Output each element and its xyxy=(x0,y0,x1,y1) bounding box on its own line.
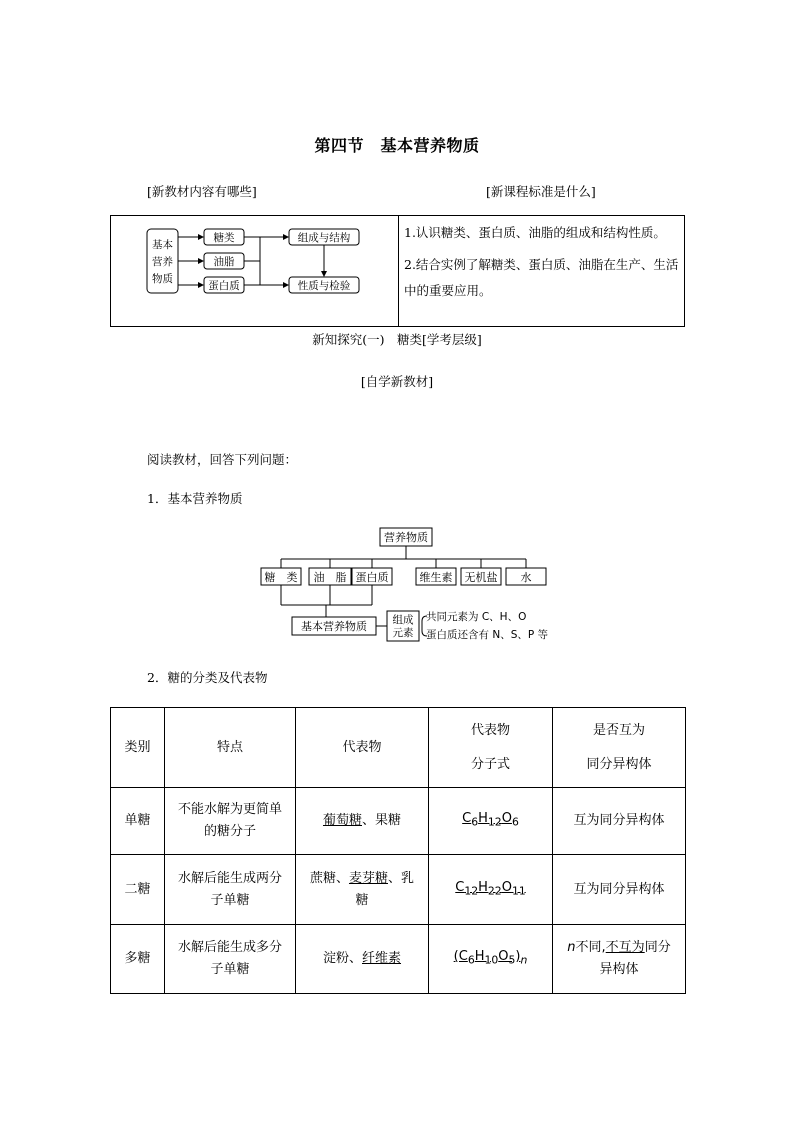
cell-category: 二糖 xyxy=(111,855,165,925)
elements-line-2: 元素 xyxy=(392,627,414,639)
cell-isomer: n不同,不互为同分 异构体 xyxy=(553,925,686,994)
table-row xyxy=(111,788,686,855)
cell-feature: 不能水解为更简单 的糖分子 xyxy=(165,788,296,855)
cell-feature: 水解后能生成多分 子单糖 xyxy=(165,925,296,994)
standards-list xyxy=(404,220,684,310)
self-study-label: [自学新教材] xyxy=(360,374,434,389)
basic-node-label: 基本营养物质 xyxy=(301,620,367,633)
question-1: 1．基本营养物质 xyxy=(147,491,243,506)
section-heading: 新知探究(一) 糖类[学考层级] xyxy=(312,332,482,347)
cell-isomer: 互为同分异构体 xyxy=(553,788,686,855)
page-title: 第四节 基本营养物质 xyxy=(314,136,480,155)
child-vitamin: 维生素 xyxy=(419,571,453,584)
item-sugar: 糖类 xyxy=(213,232,235,244)
nutrient-diagram xyxy=(250,525,570,645)
table-row xyxy=(111,855,686,925)
th-isomer: 是否互为 同分异构体 xyxy=(553,708,686,788)
cell-category: 单糖 xyxy=(111,788,165,855)
table-header-row xyxy=(111,708,686,788)
sugar-table xyxy=(110,707,686,994)
cell-formula: $C_{12}H_{22}O_{11}$ xyxy=(429,855,553,925)
root-line-2: 营养 xyxy=(152,256,173,268)
cell-representative: 淀粉、纤维素 xyxy=(296,925,429,994)
cell-representative: 葡萄糖、果糖 xyxy=(296,788,429,855)
header-right: [新课程标准是什么] xyxy=(486,184,596,199)
cell-feature: 水解后能生成两分 子单糖 xyxy=(165,855,296,925)
top-node-label: 营养物质 xyxy=(384,531,428,544)
root-line-1: 基本 xyxy=(152,239,173,251)
child-oil: 油 脂 xyxy=(313,571,347,584)
child-sugar: 糖 类 xyxy=(264,571,298,584)
cell-category: 多糖 xyxy=(111,925,165,994)
item-protein: 蛋白质 xyxy=(208,280,240,292)
elements-line-1: 组成 xyxy=(392,614,414,626)
note-common: 共同元素为 C、H、O xyxy=(426,611,527,623)
cell-formula: $C_6H_{12}O_6$ xyxy=(429,788,553,855)
target-properties: 性质与检验 xyxy=(297,280,351,292)
th-representative: 代表物 xyxy=(296,708,429,788)
item-oil: 油脂 xyxy=(213,256,235,268)
root-line-3: 物质 xyxy=(152,273,173,285)
target-structure: 组成与结构 xyxy=(297,232,351,244)
overview-divider xyxy=(398,215,399,327)
cell-isomer: 互为同分异构体 xyxy=(553,855,686,925)
th-formula: 代表物 分子式 xyxy=(429,708,553,788)
child-water: 水 xyxy=(520,571,532,584)
cell-representative: 蔗糖、麦芽糖、乳 糖 xyxy=(296,855,429,925)
table-row xyxy=(111,925,686,994)
header-left: [新教材内容有哪些] xyxy=(147,184,257,199)
note-protein: 蛋白质还含有 N、S、P 等 xyxy=(426,629,549,641)
standard-1: 1.认识糖类、蛋白质、油脂的组成和结构性质。 xyxy=(404,225,666,240)
th-feature: 特点 xyxy=(165,708,296,788)
content-diagram xyxy=(110,215,398,327)
intro-text: 阅读教材，回答下列问题： xyxy=(147,452,298,467)
question-2: 2．糖的分类及代表物 xyxy=(147,670,268,685)
cell-formula: $(C_6H_{10}O_5)_n$ xyxy=(429,925,553,994)
child-protein: 蛋白质 xyxy=(355,571,389,584)
standard-2: 2.结合实例了解糖类、蛋白质、油脂在生产、生活中的重要应用。 xyxy=(404,257,679,298)
th-category: 类别 xyxy=(111,708,165,788)
child-mineral: 无机盐 xyxy=(464,571,498,584)
